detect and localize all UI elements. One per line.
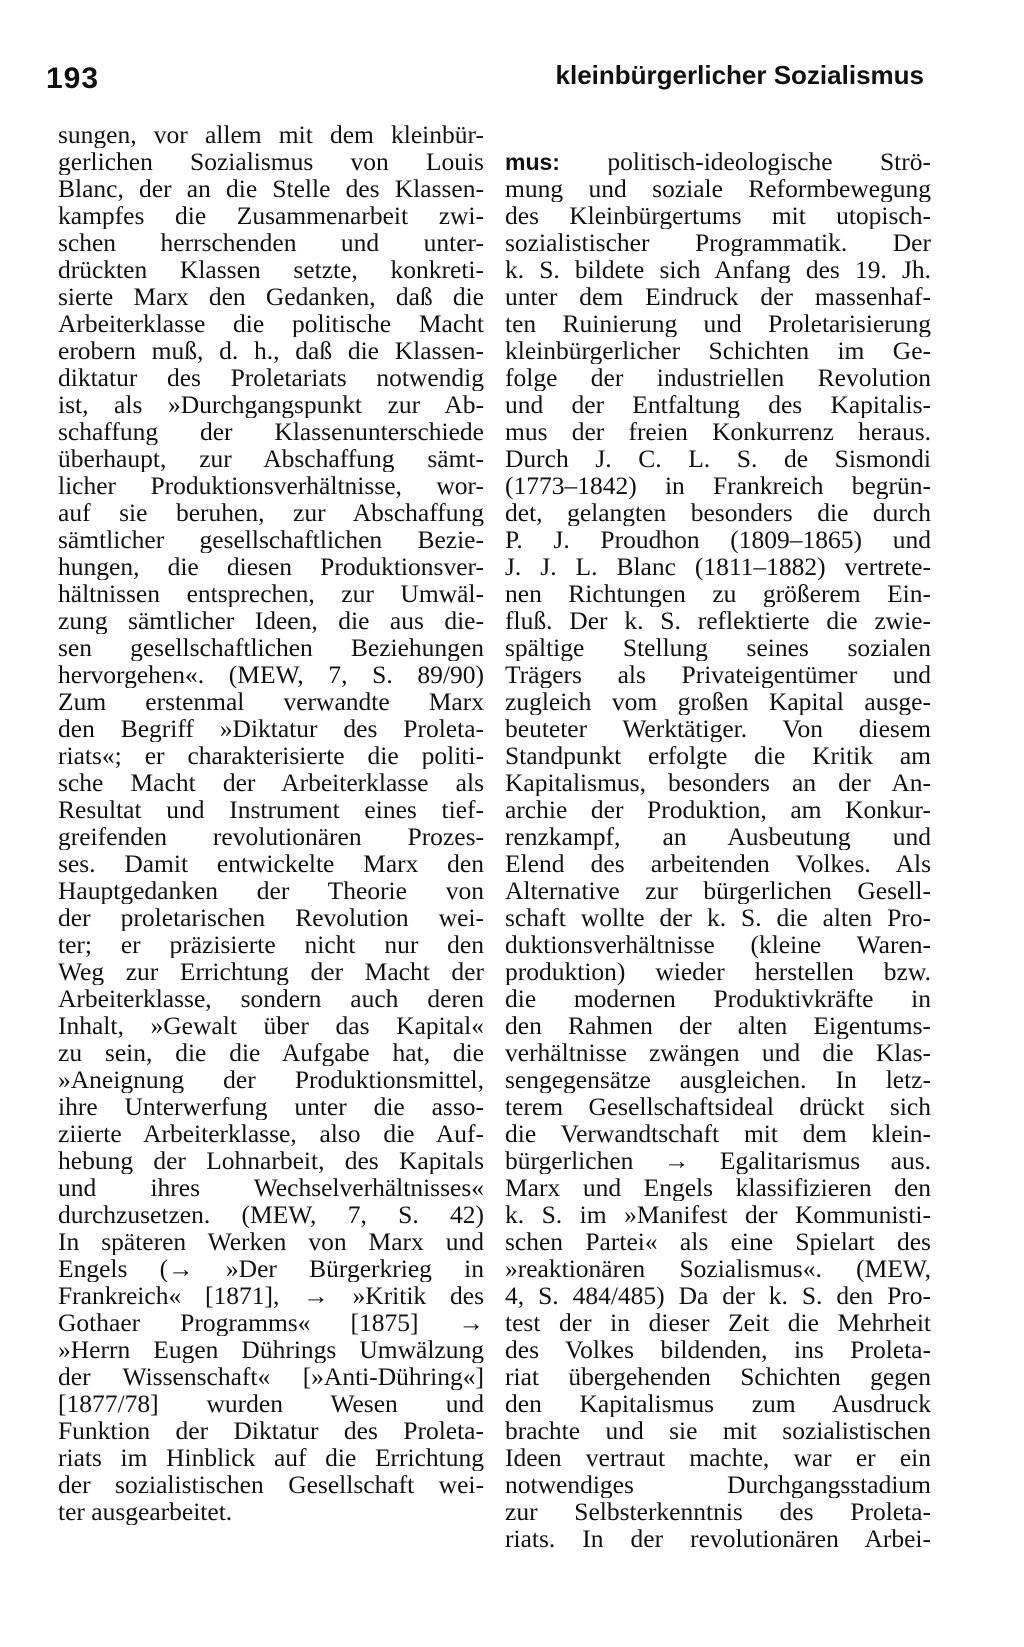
text-line: notwendiges Durchgangsstadium — [505, 1471, 931, 1498]
text-line: sengegensätze ausgleichen. In letz- — [505, 1066, 931, 1093]
text-line: und der Entfaltung des Kapitalis- — [505, 391, 931, 418]
text-line: J. J. L. Blanc (1811–1882) vertrete- — [505, 553, 931, 580]
text-line: des Kleinbürgertums mit utopisch- — [505, 202, 931, 229]
text-line: riats. In der revolutionären Arbei- — [505, 1525, 931, 1552]
text-line: renzkampf, an Ausbeutung und — [505, 823, 931, 850]
text-line: ist, als »Durchgangspunkt zur Ab- — [58, 391, 484, 418]
text-line: brachte und sie mit sozialistischen — [505, 1417, 931, 1444]
text-line: beuteter Werktätiger. Von diesem — [505, 715, 931, 742]
text-line: In späteren Werken von Marx und — [58, 1228, 484, 1255]
text-line: hungen, die diesen Produktionsver- — [58, 553, 484, 580]
text-line: gerlichen Sozialismus von Louis — [58, 148, 484, 175]
headword-continuation-line — [505, 148, 931, 175]
text-line: erobern muß, d. h., daß die Klassen- — [58, 337, 484, 364]
headword-end: mus: — [505, 149, 560, 175]
text-line: auf sie beruhen, zur Abschaffung — [58, 499, 484, 526]
text-line: hebung der Lohnarbeit, des Kapitals — [58, 1147, 484, 1174]
text-line: sozialistischer Programmatik. Der — [505, 229, 931, 256]
text-line: ten Ruinierung und Proletarisierung — [505, 310, 931, 337]
text-line: schen herrschenden und unter- — [58, 229, 484, 256]
definition-start: politisch-ideologische Strö- — [559, 148, 931, 175]
text-line: »Herrn Eugen Dührings Umwälzung — [58, 1336, 484, 1363]
text-line: der proletarischen Revolution wei- — [58, 904, 484, 931]
text-line: nen Richtungen zu größerem Ein- — [505, 580, 931, 607]
text-line: archie der Produktion, am Konkur- — [505, 796, 931, 823]
text-line: Marx und Engels klassifizieren den — [505, 1174, 931, 1201]
text-line: bürgerlichen → Egalitarismus aus. — [505, 1147, 931, 1174]
text-line: Arbeiterklasse, sondern auch deren — [58, 985, 484, 1012]
page-number: 193 — [46, 62, 100, 95]
text-line: test der in dieser Zeit die Mehrheit — [505, 1309, 931, 1336]
text-line: unter dem Eindruck der massenhaf- — [505, 283, 931, 310]
text-line: k. S. im »Manifest der Kommunisti- — [505, 1201, 931, 1228]
text-line: der Wissenschaft« [»Anti-Dühring«] — [58, 1363, 484, 1390]
text-line: schen Partei« als eine Spielart des — [505, 1228, 931, 1255]
text-line: zur Selbsterkenntnis des Proleta- — [505, 1498, 931, 1525]
text-line: den Kapitalismus zum Ausdruck — [505, 1390, 931, 1417]
text-line: duktionsverhältnisse (kleine Waren- — [505, 931, 931, 958]
text-line: Alternative zur bürgerlichen Gesell- — [505, 877, 931, 904]
text-line: den Begriff »Diktatur des Proleta- — [58, 715, 484, 742]
text-line: sierte Marx den Gedanken, daß die — [58, 283, 484, 310]
text-line: 4, S. 484/485) Da der k. S. den Pro- — [505, 1282, 931, 1309]
text-line: P. J. Proudhon (1809–1865) und — [505, 526, 931, 553]
text-line: Frankreich« [1871], → »Kritik des — [58, 1282, 484, 1309]
text-line: Gothaer Programms« [1875] → — [58, 1309, 484, 1336]
text-line: Ideen vertraut machte, war er ein — [505, 1444, 931, 1471]
text-line: sen gesellschaftlichen Beziehungen — [58, 634, 484, 661]
text-line: Durch J. C. L. S. de Sismondi — [505, 445, 931, 472]
text-line: Weg zur Errichtung der Macht der — [58, 958, 484, 985]
text-line: ihre Unterwerfung unter die asso- — [58, 1093, 484, 1120]
text-line: durchzusetzen. (MEW, 7, S. 42) — [58, 1201, 484, 1228]
text-line: Kapitalismus, besonders an der An- — [505, 769, 931, 796]
text-line: folge der industriellen Revolution — [505, 364, 931, 391]
text-line: riat übergehenden Schichten gegen — [505, 1363, 931, 1390]
text-line: diktatur des Proletariats notwendig — [58, 364, 484, 391]
text-line: sungen, vor allem mit dem kleinbür- — [58, 121, 484, 148]
text-line: des Volkes bildenden, ins Proleta- — [505, 1336, 931, 1363]
text-line: zu sein, die die Aufgabe hat, die — [58, 1039, 484, 1066]
text-line: riats im Hinblick auf die Errichtung — [58, 1444, 484, 1471]
text-line: und ihres Wechselverhältnisses« — [58, 1174, 484, 1201]
text-line: kampfes die Zusammenarbeit zwi- — [58, 202, 484, 229]
text-line: ter; er präzisierte nicht nur den — [58, 931, 484, 958]
text-line: fluß. Der k. S. reflektierte die zwie- — [505, 607, 931, 634]
text-line: terem Gesellschaftsideal drückt sich — [505, 1093, 931, 1120]
text-line: der sozialistischen Gesellschaft wei- — [58, 1471, 484, 1498]
text-line: hältnissen entsprechen, zur Umwäl- — [58, 580, 484, 607]
left-column — [58, 121, 484, 1525]
text-line: die Verwandtschaft mit dem klein- — [505, 1120, 931, 1147]
text-line: Zum erstenmal verwandte Marx — [58, 688, 484, 715]
text-line: zung sämtlicher Ideen, die aus die- — [58, 607, 484, 634]
text-line: schaffung der Klassenunterschiede — [58, 418, 484, 445]
text-line: Blanc, der an die Stelle des Klassen- — [58, 175, 484, 202]
text-line: spältige Stellung seines sozialen — [505, 634, 931, 661]
text-line: sämtlicher gesellschaftlichen Bezie- — [58, 526, 484, 553]
text-line: k. S. bildete sich Anfang des 19. Jh. — [505, 256, 931, 283]
text-line: produktion) wieder herstellen bzw. — [505, 958, 931, 985]
text-line: Engels (→ »Der Bürgerkrieg in — [58, 1255, 484, 1282]
text-line: licher Produktionsverhältnisse, wor- — [58, 472, 484, 499]
text-line: mung und soziale Reformbewegung — [505, 175, 931, 202]
text-line: sche Macht der Arbeiterklasse als — [58, 769, 484, 796]
text-line: Resultat und Instrument eines tief- — [58, 796, 484, 823]
text-line: riats«; er charakterisierte die politi- — [58, 742, 484, 769]
text-line: kleinbürgerlicher Schichten im Ge- — [505, 337, 931, 364]
text-line: »Aneignung der Produktionsmittel, — [58, 1066, 484, 1093]
text-line: Inhalt, »Gewalt über das Kapital« — [58, 1012, 484, 1039]
running-head: kleinbürgerlicher Sozialismus — [555, 60, 924, 90]
text-line: Standpunkt erfolgte die Kritik am — [505, 742, 931, 769]
text-line: hervorgehen«. (MEW, 7, S. 89/90) — [58, 661, 484, 688]
text-line: det, gelangten besonders die durch — [505, 499, 931, 526]
text-line: drückten Klassen setzte, konkreti- — [58, 256, 484, 283]
text-line: (1773–1842) in Frankreich begrün- — [505, 472, 931, 499]
text-line: »reaktionären Sozialismus«. (MEW, — [505, 1255, 931, 1282]
text-line: den Rahmen der alten Eigentums- — [505, 1012, 931, 1039]
text-line: ses. Damit entwickelte Marx den — [58, 850, 484, 877]
text-line: verhältnisse zwängen und die Klas- — [505, 1039, 931, 1066]
text-line: schaft wollte der k. S. die alten Pro- — [505, 904, 931, 931]
headword-line — [505, 121, 931, 148]
text-line: [1877/78] wurden Wesen und — [58, 1390, 484, 1417]
text-line: Hauptgedanken der Theorie von — [58, 877, 484, 904]
text-line: greifenden revolutionären Prozes- — [58, 823, 484, 850]
text-line: überhaupt, zur Abschaffung sämt- — [58, 445, 484, 472]
text-line: zugleich vom großen Kapital ausge- — [505, 688, 931, 715]
text-line: Funktion der Diktatur des Proleta- — [58, 1417, 484, 1444]
text-line: Elend des arbeitenden Volkes. Als — [505, 850, 931, 877]
text-line: mus der freien Konkurrenz heraus. — [505, 418, 931, 445]
text-line: die modernen Produktivkräfte in — [505, 985, 931, 1012]
text-line: ziierte Arbeiterklasse, also die Auf- — [58, 1120, 484, 1147]
text-line: Trägers als Privateigentümer und — [505, 661, 931, 688]
text-line: Arbeiterklasse die politische Macht — [58, 310, 484, 337]
text-line: ter ausgearbeitet. — [58, 1498, 233, 1525]
right-column — [505, 121, 931, 1552]
